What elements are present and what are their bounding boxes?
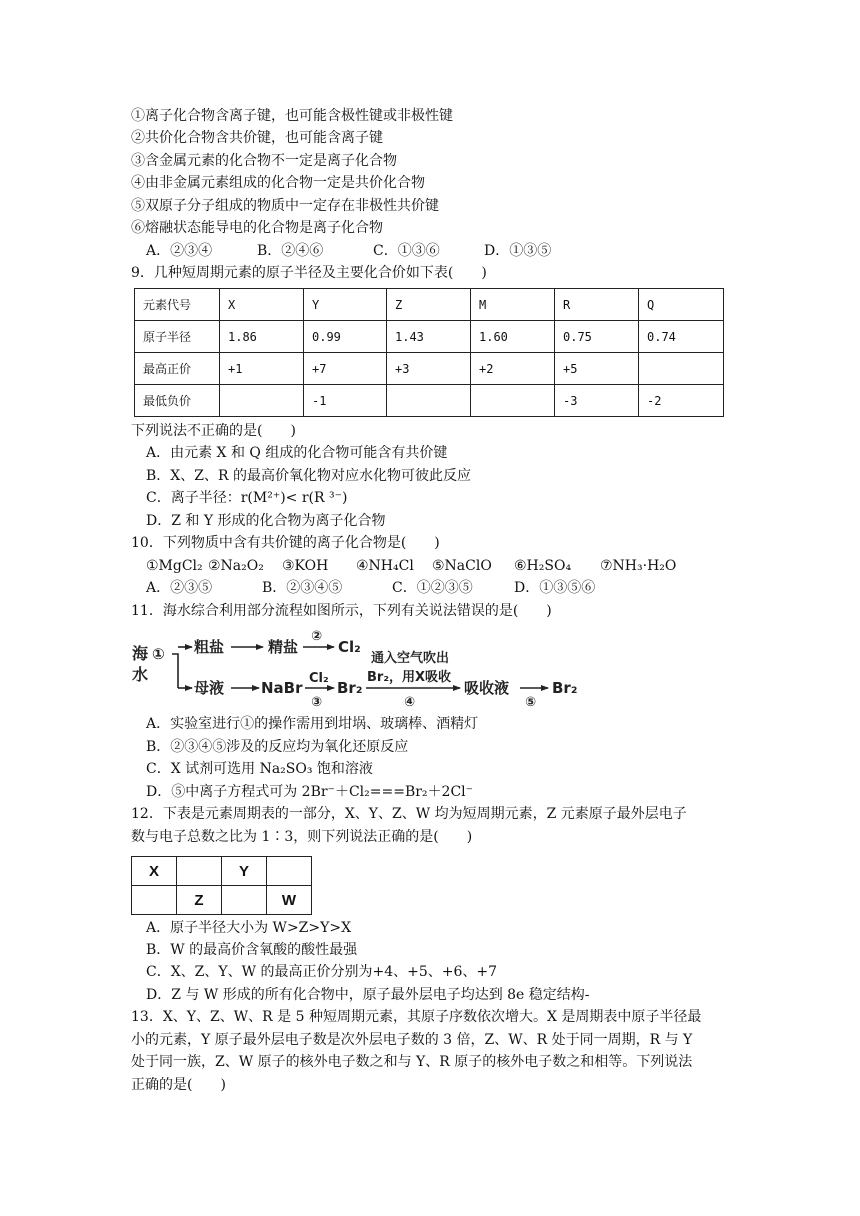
flow-note-line2: Br₂，用X吸收 [367,670,452,685]
q10-substance: ⑦NH₃·H₂O [600,558,677,574]
table-cell [639,353,724,385]
q12-periodic-fragment [131,856,312,915]
q8-options [146,241,551,261]
q8-statement-5: ⑤双原子分子组成的物质中一定存在非极性共价键 [131,198,439,214]
q13-line1: 13．X、Y、Z、W、R 是 5 种短周期元素，其原子序数依次增大。X 是周期表中原子半径最 [131,1009,702,1025]
table-cell [471,385,555,417]
q9-option-a[interactable]: A．由元素 X 和 Q 组成的化合物可能含有共价键 [146,445,448,461]
flow-br2-final: Br₂ [552,679,578,697]
q9-element-table [134,288,724,417]
q8-option-a[interactable]: A．②③④ [146,243,213,259]
table-cell: -2 [639,385,724,417]
grid-cell [132,886,177,915]
q10-option-d[interactable]: D．①③⑤⑥ [514,580,596,596]
flow-nabr: NaBr [261,679,303,697]
grid-cell [177,857,222,886]
grid-cell [222,886,267,915]
table-row [135,385,724,417]
q9-prompt: 下列说法不正确的是( ) [131,423,296,439]
q10-option-c[interactable]: C．①②③⑤ [392,580,473,596]
q11-stem: 11．海水综合利用部分流程如图所示，下列有关说法错误的是( ) [131,603,552,619]
flow-source-top: 海 [132,644,149,663]
table-header-cell: M [471,289,555,321]
q8-statement-2: ②共价化合物含共价键，也可能含离子键 [131,130,383,146]
table-cell: -3 [555,385,639,417]
q11-option-a[interactable]: A．实验室进行①的操作需用到坩埚、玻璃棒、酒精灯 [146,716,479,732]
q10-options [146,578,595,598]
table-header-cell: R [555,289,639,321]
q8-statement-1: ①离子化合物含离子键，也可能含极性键或非极性键 [131,108,453,124]
flow-step-5: ⑤ [525,695,537,710]
table-cell: 1.43 [387,321,471,353]
q8-option-c[interactable]: C．①③⑥ [373,243,440,259]
flow-step-4: ④ [404,695,416,710]
flow-source-bottom: 水 [132,665,149,684]
q11-option-d[interactable]: D．⑤中离子方程式可为 2Br⁻＋Cl₂===Br₂＋2Cl⁻ [146,784,474,800]
q10-substance: ①MgCl₂ [146,558,203,574]
table-header-cell: Q [639,289,724,321]
q10-substance: ⑤NaClO [432,558,492,574]
q13-line3: 处于同一族，Z、W 原子的核外电子数之和与 Y、R 原子的核外电子数之和相等。下列说法 [131,1054,693,1070]
table-cell: +5 [555,353,639,385]
table-cell: +3 [387,353,471,385]
flow-mother-liquor: 母液 [194,679,225,697]
q8-option-b[interactable]: B．②④⑥ [257,243,324,259]
q11-option-c[interactable]: C．X 试剂可选用 Na₂SO₃ 饱和溶液 [146,761,373,777]
table-cell: +7 [304,353,387,385]
flow-cl2-reagent: Cl₂ [309,671,329,686]
q10-option-a[interactable]: A．②③⑤ [146,580,213,596]
table-row [135,321,724,353]
q9-option-c[interactable]: C．离子半径：r(M²⁺)< r(R ³⁻) [146,490,348,506]
table-cell: +2 [471,353,555,385]
grid-cell-y: Y [222,857,267,886]
flow-absorb-liquid: 吸收液 [464,679,510,697]
table-cell: 0.99 [304,321,387,353]
flow-step-1: ① [152,645,165,663]
q10-substance: ②Na₂O₂ [208,558,264,574]
flow-note-line1: 通入空气吹出 [371,651,450,666]
q8-statement-6: ⑥熔融状态能导电的化合物是离子化合物 [131,220,383,236]
flow-br2: Br₂ [337,679,363,697]
q13-line2: 小的元素，Y 原子最外层电子数是次外层电子数的 3 倍，Z、W、R 处于同一周期，R 与 Y [131,1032,693,1048]
table-row [132,857,312,886]
table-cell: 最高正价 [135,353,220,385]
table-header-cell: X [220,289,304,321]
table-cell: 0.74 [639,321,724,353]
q11-option-b[interactable]: B．②③④⑤涉及的反应均为氧化还原反应 [146,739,409,755]
table-header-cell: Y [304,289,387,321]
grid-cell-z: Z [177,886,222,915]
grid-cell [267,857,312,886]
q12-option-a[interactable]: A．原子半径大小为 W>Z>Y>X [146,920,352,936]
grid-cell-x: X [132,857,177,886]
q9-option-b[interactable]: B．X、Z、R 的最高价氧化物对应水化物可彼此反应 [146,468,471,484]
table-cell: 1.60 [471,321,555,353]
q12-stem-line2: 数与电子总数之比为 1∶3，则下列说法正确的是( ) [131,829,473,845]
table-row [135,353,724,385]
table-header-cell: 元素代号 [135,289,220,321]
q10-substance: ④NH₄Cl [356,558,414,574]
grid-cell-w: W [267,886,312,915]
table-cell [387,385,471,417]
table-cell: 原子半径 [135,321,220,353]
q11-flow-diagram [128,624,598,712]
q8-option-d[interactable]: D．①③⑤ [484,243,552,259]
q10-substances [146,556,676,576]
q12-option-d[interactable]: D．Z 与 W 形成的所有化合物中，原子最外层电子均达到 8e 稳定结构- [146,987,590,1003]
flow-cl2: Cl₂ [338,638,361,656]
table-cell: 0.75 [555,321,639,353]
q8-statement-4: ④由非金属元素组成的化合物一定是共价化合物 [131,175,425,191]
table-cell: +1 [220,353,304,385]
q10-substance: ⑥H₂SO₄ [514,558,572,574]
flow-refined-salt: 精盐 [268,638,299,656]
flow-step-2: ② [311,629,323,644]
table-cell: -1 [304,385,387,417]
q10-option-b[interactable]: B．②③④⑤ [262,580,343,596]
table-cell [220,385,304,417]
q13-line4: 正确的是( ) [131,1077,226,1093]
table-row [132,886,312,915]
table-header-cell: Z [387,289,471,321]
q12-option-c[interactable]: C．X、Z、Y、W 的最高正价分别为+4、+5、+6、+7 [146,964,498,980]
q12-stem-line1: 12．下表是元素周期表的一部分，X、Y、Z、W 均为短周期元素，Z 元素原子最外层电子 [131,806,687,822]
q12-option-b[interactable]: B．W 的最高价含氧酸的酸性最强 [146,942,358,958]
q8-statement-3: ③含金属元素的化合物不一定是离子化合物 [131,153,397,169]
q10-substance: ③KOH [282,558,329,574]
flow-step-3: ③ [311,695,323,710]
table-cell: 1.86 [220,321,304,353]
flow-crude-salt: 粗盐 [194,638,225,656]
q10-stem: 10．下列物质中含有共价键的离子化合物是( ) [131,535,440,551]
table-cell: 最低负价 [135,385,220,417]
q9-stem: 9．几种短周期元素的原子半径及主要化合价如下表( ) [131,265,487,281]
q9-option-d[interactable]: D．Z 和 Y 形成的化合物为离子化合物 [146,513,386,529]
